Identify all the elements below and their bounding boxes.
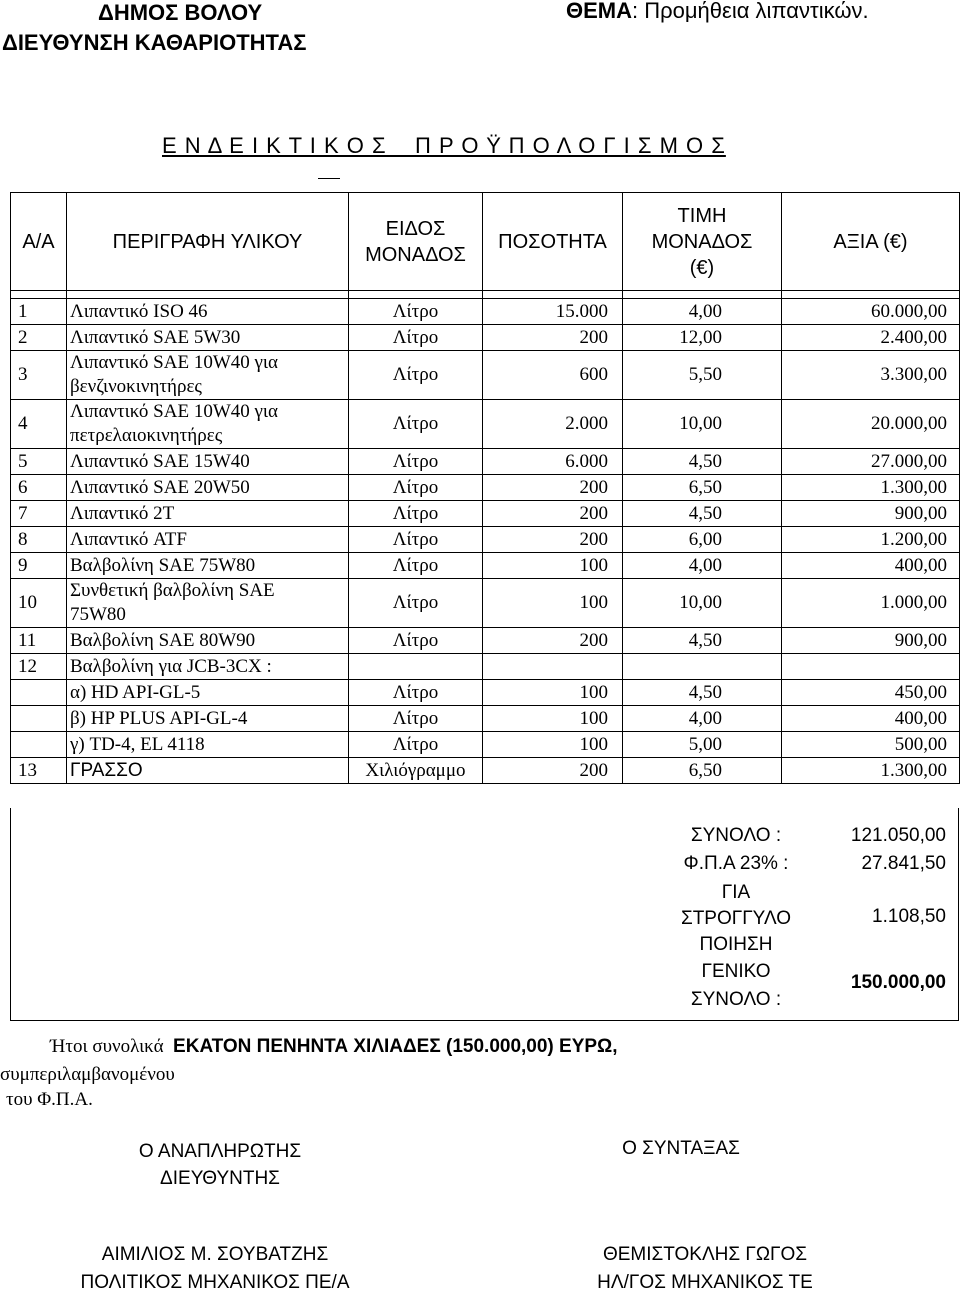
signature-left-role-l1: Ο ΑΝΑΠΛΗΡΩΤΗΣ bbox=[138, 1141, 302, 1162]
table-row bbox=[11, 527, 960, 553]
row-unit-price: 6,00 bbox=[623, 527, 782, 553]
signature-right-name: ΘΕΜΙΣΤΟΚΛΗΣ ΓΩΓΟΣ bbox=[602, 1244, 808, 1265]
row-value bbox=[782, 654, 960, 680]
row-unit: Λίτρο bbox=[349, 475, 483, 501]
row-number: 4 bbox=[11, 400, 67, 449]
organization-header bbox=[2, 0, 307, 58]
row-number: 7 bbox=[11, 501, 67, 527]
row-quantity: 200 bbox=[483, 758, 623, 784]
row-value: 400,00 bbox=[782, 706, 960, 732]
row-value: 1.200,00 bbox=[782, 527, 960, 553]
col-header-unit-l2: ΜΟΝΑΔΟΣ bbox=[365, 243, 466, 266]
row-number: 2 bbox=[11, 325, 67, 351]
row-unit-price: 4,00 bbox=[623, 553, 782, 579]
table-row bbox=[11, 654, 960, 680]
row-quantity: 2.000 bbox=[483, 400, 623, 449]
grand-total-label-l2: ΣΥΝΟΛΟ : bbox=[690, 989, 782, 1010]
col-header-unit bbox=[349, 193, 483, 291]
row-unit: Λίτρο bbox=[349, 400, 483, 449]
row-number: 11 bbox=[11, 628, 67, 654]
row-number: 9 bbox=[11, 553, 67, 579]
row-unit-price: 6,50 bbox=[623, 475, 782, 501]
row-description: Λιπαντικό SAE 5W30 bbox=[67, 325, 349, 351]
row-quantity: 600 bbox=[483, 351, 623, 400]
table-row bbox=[11, 325, 960, 351]
row-description: ΓΡΑΣΣΟ bbox=[67, 758, 349, 784]
row-description bbox=[67, 351, 349, 400]
row-number: 1 bbox=[11, 299, 67, 325]
row-number: 6 bbox=[11, 475, 67, 501]
row-unit: Λίτρο bbox=[349, 501, 483, 527]
table-row bbox=[11, 501, 960, 527]
row-quantity: 100 bbox=[483, 732, 623, 758]
row-number: 5 bbox=[11, 449, 67, 475]
table-row bbox=[11, 680, 960, 706]
table-row bbox=[11, 400, 960, 449]
row-unit-price: 6,50 bbox=[623, 758, 782, 784]
signature-left-name: ΑΙΜΙΛΙΟΣ Μ. ΣΟΥΒΑΤΖΗΣ bbox=[101, 1244, 329, 1265]
table-row bbox=[11, 579, 960, 628]
table-body bbox=[11, 299, 960, 784]
table-row bbox=[11, 449, 960, 475]
col-header-unit-price bbox=[623, 193, 782, 291]
row-number: 3 bbox=[11, 351, 67, 400]
subtotal-label: ΣΥΝΟΛΟ : bbox=[690, 825, 782, 846]
row-value: 500,00 bbox=[782, 732, 960, 758]
row-quantity: 100 bbox=[483, 553, 623, 579]
row-unit: Λίτρο bbox=[349, 553, 483, 579]
col-header-value: ΑΞΙΑ (€) bbox=[782, 193, 960, 291]
row-description-line2: 75W80 bbox=[70, 604, 126, 625]
signature-left-name-block bbox=[30, 1241, 400, 1297]
row-unit bbox=[349, 654, 483, 680]
document-title: Ε Ν Δ Ε Ι Κ Τ Ι Κ Ο Σ Π Ρ Ο Ϋ Π Ο Λ Ο Γ Ι Σ Μ Ο Σ bbox=[162, 133, 726, 158]
row-value: 60.000,00 bbox=[782, 299, 960, 325]
row-description: Βαλβολίνη SAE 75W80 bbox=[67, 553, 349, 579]
table-row bbox=[11, 758, 960, 784]
grand-total-value: 150.000,00 bbox=[850, 972, 946, 993]
row-unit: Λίτρο bbox=[349, 325, 483, 351]
row-unit: Λίτρο bbox=[349, 732, 483, 758]
row-value: 1.300,00 bbox=[782, 475, 960, 501]
row-number: 13 bbox=[11, 758, 67, 784]
subject-line bbox=[566, 0, 869, 24]
row-unit-price: 4,50 bbox=[623, 501, 782, 527]
row-quantity: 15.000 bbox=[483, 299, 623, 325]
amount-words-line2: συμπεριλαμβανομένου bbox=[0, 1064, 175, 1085]
totals-border-bottom bbox=[10, 1020, 959, 1021]
row-unit: Λίτρο bbox=[349, 628, 483, 654]
amount-words-text: ΕΚΑΤΟΝ ΠΕΝΗΝΤΑ ΧΙΛΙΑΔΕΣ (150.000,00) ΕΥΡΩ, bbox=[173, 1036, 618, 1057]
row-quantity: 200 bbox=[483, 527, 623, 553]
row-description: Λιπαντικό ATF bbox=[67, 527, 349, 553]
rounding-label bbox=[651, 880, 821, 958]
row-quantity: 200 bbox=[483, 501, 623, 527]
row-unit: Λίτρο bbox=[349, 449, 483, 475]
row-value: 1.000,00 bbox=[782, 579, 960, 628]
grand-total-label-l1: ΓΕΝΙΚΟ bbox=[701, 961, 771, 982]
row-value: 20.000,00 bbox=[782, 400, 960, 449]
table-row bbox=[11, 351, 960, 400]
title-underline-mark bbox=[318, 178, 340, 179]
row-description-line1: Λιπαντικό SAE 10W40 για bbox=[70, 352, 278, 373]
row-quantity: 6.000 bbox=[483, 449, 623, 475]
table-row bbox=[11, 628, 960, 654]
row-description: α) HD API-GL-5 bbox=[67, 680, 349, 706]
row-description-line1: Συνθετική βαλβολίνη SAE bbox=[70, 580, 275, 601]
row-quantity: 100 bbox=[483, 579, 623, 628]
amount-words-prefix: Ήτοι συνολικά bbox=[50, 1036, 164, 1057]
subject-label: ΘΕΜΑ bbox=[566, 0, 632, 23]
table-row bbox=[11, 475, 960, 501]
row-value: 450,00 bbox=[782, 680, 960, 706]
row-description: Λιπαντικό ISO 46 bbox=[67, 299, 349, 325]
row-unit-price: 4,50 bbox=[623, 628, 782, 654]
row-unit: Λίτρο bbox=[349, 351, 483, 400]
vat-value: 27.841,50 bbox=[861, 853, 946, 874]
row-value: 3.300,00 bbox=[782, 351, 960, 400]
row-unit: Λίτρο bbox=[349, 527, 483, 553]
row-value: 1.300,00 bbox=[782, 758, 960, 784]
row-description: Λιπαντικό SAE 15W40 bbox=[67, 449, 349, 475]
row-value: 27.000,00 bbox=[782, 449, 960, 475]
rounding-label-l3: ΠΟΙΗΣΗ bbox=[699, 934, 773, 955]
row-description-line1: Λιπαντικό SAE 10W40 για bbox=[70, 401, 278, 422]
table-spacer-row bbox=[11, 291, 960, 299]
row-unit-price: 4,50 bbox=[623, 449, 782, 475]
row-value: 900,00 bbox=[782, 501, 960, 527]
row-unit: Λίτρο bbox=[349, 579, 483, 628]
col-header-description: ΠΕΡΙΓΡΑΦΗ ΥΛΙΚΟΥ bbox=[67, 193, 349, 291]
signature-right-title: ΗΛ/ΓΟΣ ΜΗΧΑΝΙΚΟΣ ΤΕ bbox=[597, 1272, 813, 1293]
row-description-line2: πετρελαιοκινητήρες bbox=[70, 425, 223, 446]
table-row bbox=[11, 732, 960, 758]
row-unit-price: 5,00 bbox=[623, 732, 782, 758]
row-description: Βαλβολίνη για JCB-3CX : bbox=[67, 654, 349, 680]
signature-right-role: Ο ΣΥΝΤΑΞΑΣ bbox=[622, 1138, 740, 1159]
row-quantity: 200 bbox=[483, 628, 623, 654]
row-number bbox=[11, 706, 67, 732]
rounding-value: 1.108,50 bbox=[872, 906, 946, 927]
row-quantity: 200 bbox=[483, 325, 623, 351]
row-description: Λιπαντικό SAE 20W50 bbox=[67, 475, 349, 501]
col-header-quantity: ΠΟΣΟΤΗΤΑ bbox=[483, 193, 623, 291]
table-row bbox=[11, 299, 960, 325]
row-unit: Λίτρο bbox=[349, 680, 483, 706]
signature-left-role bbox=[70, 1138, 370, 1192]
signature-left-role-l2: ΔΙΕΥΘΥΝΤΗΣ bbox=[160, 1168, 280, 1189]
grand-total-label bbox=[651, 958, 821, 1014]
table-row bbox=[11, 706, 960, 732]
department-name: ΔΙΕΥΘΥΝΣΗ ΚΑΘΑΡΙΟΤΗΤΑΣ bbox=[2, 30, 307, 55]
row-unit: Χιλιόγραμμο bbox=[349, 758, 483, 784]
col-header-price-l3: (€) bbox=[689, 256, 715, 279]
row-value: 2.400,00 bbox=[782, 325, 960, 351]
signature-right-name-block bbox=[520, 1241, 890, 1297]
row-number bbox=[11, 680, 67, 706]
municipality-name: ΔΗΜΟΣ ΒΟΛΟΥ bbox=[98, 0, 263, 25]
row-quantity bbox=[483, 654, 623, 680]
vat-label: Φ.Π.Α 23% : bbox=[683, 853, 789, 874]
col-header-price-l1: ΤΙΜΗ bbox=[677, 204, 727, 227]
row-description: β) HP PLUS API-GL-4 bbox=[67, 706, 349, 732]
row-unit-price: 5,50 bbox=[623, 351, 782, 400]
totals-border-right bbox=[958, 808, 959, 1020]
amount-in-words bbox=[50, 1036, 618, 1058]
col-header-unit-l1: ΕΙΔΟΣ bbox=[385, 217, 446, 240]
row-unit: Λίτρο bbox=[349, 299, 483, 325]
row-unit: Λίτρο bbox=[349, 706, 483, 732]
row-description-line2: βενζινοκινητήρες bbox=[70, 376, 202, 397]
row-unit-price: 10,00 bbox=[623, 579, 782, 628]
row-unit-price bbox=[623, 654, 782, 680]
row-description: Λιπαντικό 2T bbox=[67, 501, 349, 527]
row-unit-price: 12,00 bbox=[623, 325, 782, 351]
table-header-row bbox=[11, 193, 960, 291]
row-unit-price: 4,00 bbox=[623, 299, 782, 325]
row-quantity: 100 bbox=[483, 680, 623, 706]
rounding-label-l2: ΣΤΡΟΓΓΥΛΟ bbox=[680, 908, 792, 929]
row-quantity: 100 bbox=[483, 706, 623, 732]
col-header-price-l2: ΜΟΝΑΔΟΣ bbox=[651, 230, 753, 253]
row-description: Βαλβολίνη SAE 80W90 bbox=[67, 628, 349, 654]
row-unit-price: 10,00 bbox=[623, 400, 782, 449]
table-row bbox=[11, 553, 960, 579]
row-number bbox=[11, 732, 67, 758]
row-number: 12 bbox=[11, 654, 67, 680]
subject-text: : Προμήθεια λιπαντικών. bbox=[632, 0, 869, 23]
row-value: 900,00 bbox=[782, 628, 960, 654]
row-unit-price: 4,00 bbox=[623, 706, 782, 732]
budget-table bbox=[10, 192, 960, 784]
col-header-num: Α/Α bbox=[11, 193, 67, 291]
signature-left-title: ΠΟΛΙΤΙΚΟΣ ΜΗΧΑΝΙΚΟΣ ΠΕ/Α bbox=[80, 1272, 350, 1293]
row-unit-price: 4,50 bbox=[623, 680, 782, 706]
row-description bbox=[67, 579, 349, 628]
totals-border-left bbox=[10, 808, 11, 1020]
row-number: 8 bbox=[11, 527, 67, 553]
row-quantity: 200 bbox=[483, 475, 623, 501]
row-description bbox=[67, 400, 349, 449]
subtotal-value: 121.050,00 bbox=[850, 825, 946, 846]
row-description: γ) TD-4, EL 4118 bbox=[67, 732, 349, 758]
row-number: 10 bbox=[11, 579, 67, 628]
rounding-label-l1: ΓΙΑ bbox=[721, 882, 751, 903]
row-value: 400,00 bbox=[782, 553, 960, 579]
amount-words-line3: του Φ.Π.Α. bbox=[6, 1089, 93, 1110]
